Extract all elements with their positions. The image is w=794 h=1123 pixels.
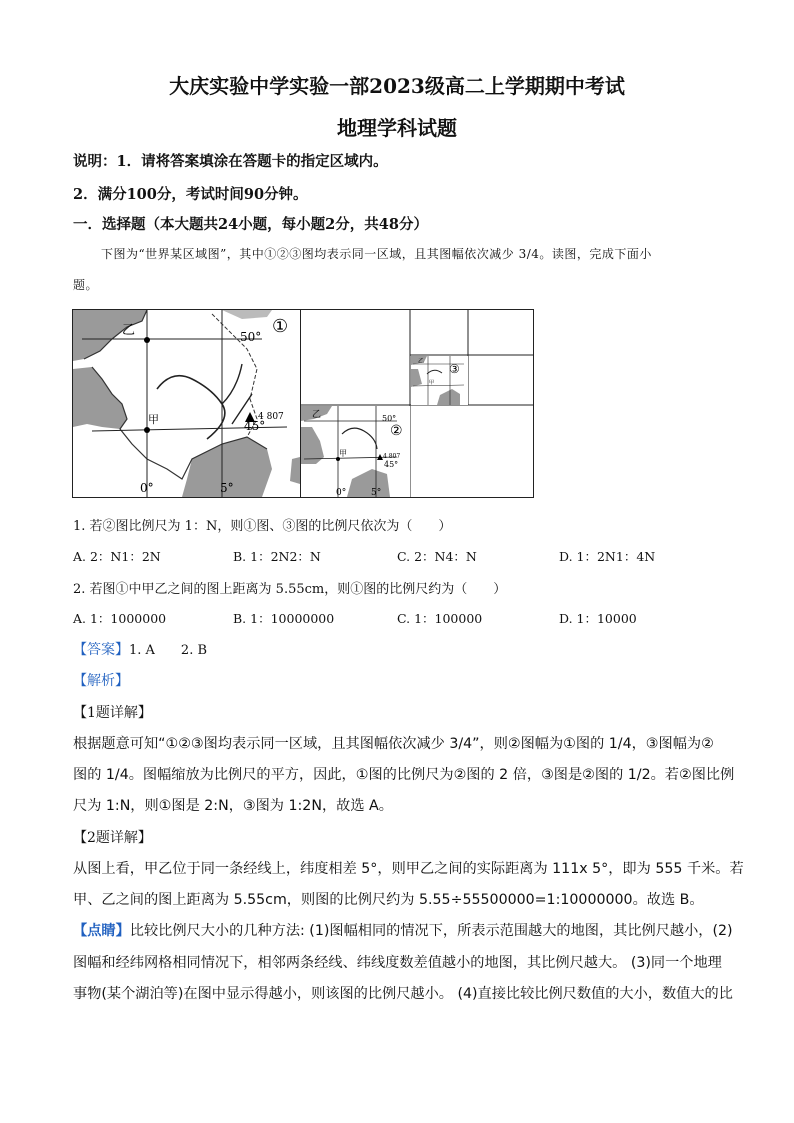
question-2-stem: 2. 若图①中甲乙之间的图上距离为 5.55cm，则①图的比例尺约为（ ） bbox=[73, 582, 507, 597]
answer-tag: 【答案】 bbox=[73, 642, 129, 658]
question-2-option-c: C. 1：100000 bbox=[397, 611, 483, 626]
question-1-option-b: B. 1：2N2：N bbox=[233, 549, 321, 564]
map1-lat-50: 50° bbox=[240, 330, 262, 344]
tip-line-2: 图幅和经纬网格相同情况下，相邻两条经线、纬线度数差值越小的地图，其比例尺越大。 (3)同一个地理 bbox=[73, 955, 722, 971]
map2-circle-label: ② bbox=[390, 423, 403, 439]
q1-detail-line-2: 图的 1/4。图幅缩放为比例尺的平方，因此，①图的比例尺为②图的 2 倍，③图是②图的 1/2。若②图比例 bbox=[73, 767, 735, 783]
map2-lon-5: 5° bbox=[371, 488, 382, 498]
q2-detail-line-1: 从图上看，甲乙位于同一条经线上，纬度相差 5°，则甲乙之间的实际距离为 111x 5°，即为 555 千米。若 bbox=[73, 861, 744, 877]
instruction-line-1: 说明：1．请将答案填涂在答题卡的指定区域内。 bbox=[73, 153, 388, 170]
question-2-option-b: B. 1：10000000 bbox=[233, 611, 335, 626]
map2-lat-50: 50° bbox=[382, 414, 397, 423]
analysis-tag: 【解析】 bbox=[73, 673, 129, 689]
tip-line-3: 事物(某个湖泊等)在图中显示得越小，则该图的比例尺越小。 (4)直接比较比例尺数值的大小，数值大的比 bbox=[73, 986, 733, 1002]
question-1-option-a: A. 2：N1：2N bbox=[73, 549, 161, 564]
question-2-option-a: A. 1：1000000 bbox=[73, 611, 167, 626]
exam-title: 大庆实验中学实验一部2023级高二上学期期中考试 bbox=[169, 74, 625, 98]
q1-detail-line-1: 根据题意可知“①②③图均表示同一区域，且其图幅依次减少 3/4”，则②图幅为①图的 1/4，③图幅为② bbox=[73, 736, 714, 752]
map3-label-yi: 乙 bbox=[418, 358, 425, 365]
map2-label-jia: 甲 bbox=[339, 449, 347, 458]
map1-lon-5: 5° bbox=[220, 481, 234, 495]
map-2 bbox=[301, 406, 410, 498]
map1-label-yi: 乙 bbox=[122, 323, 136, 338]
instruction-line-2: 2．满分100分，考试时间90分钟。 bbox=[73, 186, 308, 203]
question-1-option-c: C. 2：N4：N bbox=[397, 549, 477, 564]
question-1-option-d: D. 1：2N1：4N bbox=[559, 549, 656, 564]
answer-block bbox=[73, 639, 207, 659]
q1-detail-line-3: 尺为 1:N，则①图是 2:N，③图为 1:2N，故选 A。 bbox=[73, 798, 393, 814]
intro-line-2: 题。 bbox=[73, 278, 99, 292]
question-1-stem: 1. 若②图比例尺为 1：N，则①图、③图的比例尺依次为（ ） bbox=[73, 519, 452, 534]
map1-peak-height: 4 807 bbox=[258, 412, 284, 422]
map3-label-jia: 甲 bbox=[429, 380, 435, 386]
map1-label-jia: 甲 bbox=[148, 413, 159, 426]
tip-tag: 【点睛】 bbox=[73, 923, 130, 939]
q2-detail-tag: 【2题详解】 bbox=[73, 830, 152, 846]
world-region-map-figure bbox=[72, 309, 535, 499]
exam-subtitle: 地理学科试题 bbox=[337, 116, 457, 140]
q2-detail-line-2: 甲、乙之间的图上距离为 5.55cm，则图的比例尺约为 5.55÷55500000=1:10000000。故选 B。 bbox=[73, 892, 704, 908]
question-2-option-d: D. 1：10000 bbox=[559, 611, 637, 626]
answer-text: 1. A 2. B bbox=[129, 643, 208, 658]
map2-lon-0: 0° bbox=[336, 488, 347, 498]
intro-line-1: 下图为“世界某区域图”，其中①②③图均表示同一区域，且其图幅依次减少 3/4。读图，完成下面小 bbox=[101, 247, 652, 261]
tip-line-1: 比较比例尺大小的几种方法: (1)图幅相同的情况下，所表示范围越大的地图，其比例尺越小，(2) bbox=[129, 923, 733, 939]
map3-circle-label: ③ bbox=[449, 362, 460, 376]
map-1 bbox=[73, 310, 301, 498]
map1-lat-45: 45° bbox=[244, 419, 266, 433]
map1-circle-label: ① bbox=[272, 316, 289, 337]
map2-peak-height: 4 807 bbox=[383, 453, 401, 460]
tip-line-1-row bbox=[73, 920, 733, 940]
q1-detail-tag: 【1题详解】 bbox=[73, 705, 152, 721]
section-heading: 一．选择题（本大题共24小题，每小题2分，共48分） bbox=[73, 216, 428, 233]
map1-lon-0: 0° bbox=[140, 481, 154, 495]
map-3 bbox=[411, 356, 468, 405]
map2-lat-45: 45° bbox=[384, 460, 399, 469]
map2-label-yi: 乙 bbox=[312, 410, 322, 420]
